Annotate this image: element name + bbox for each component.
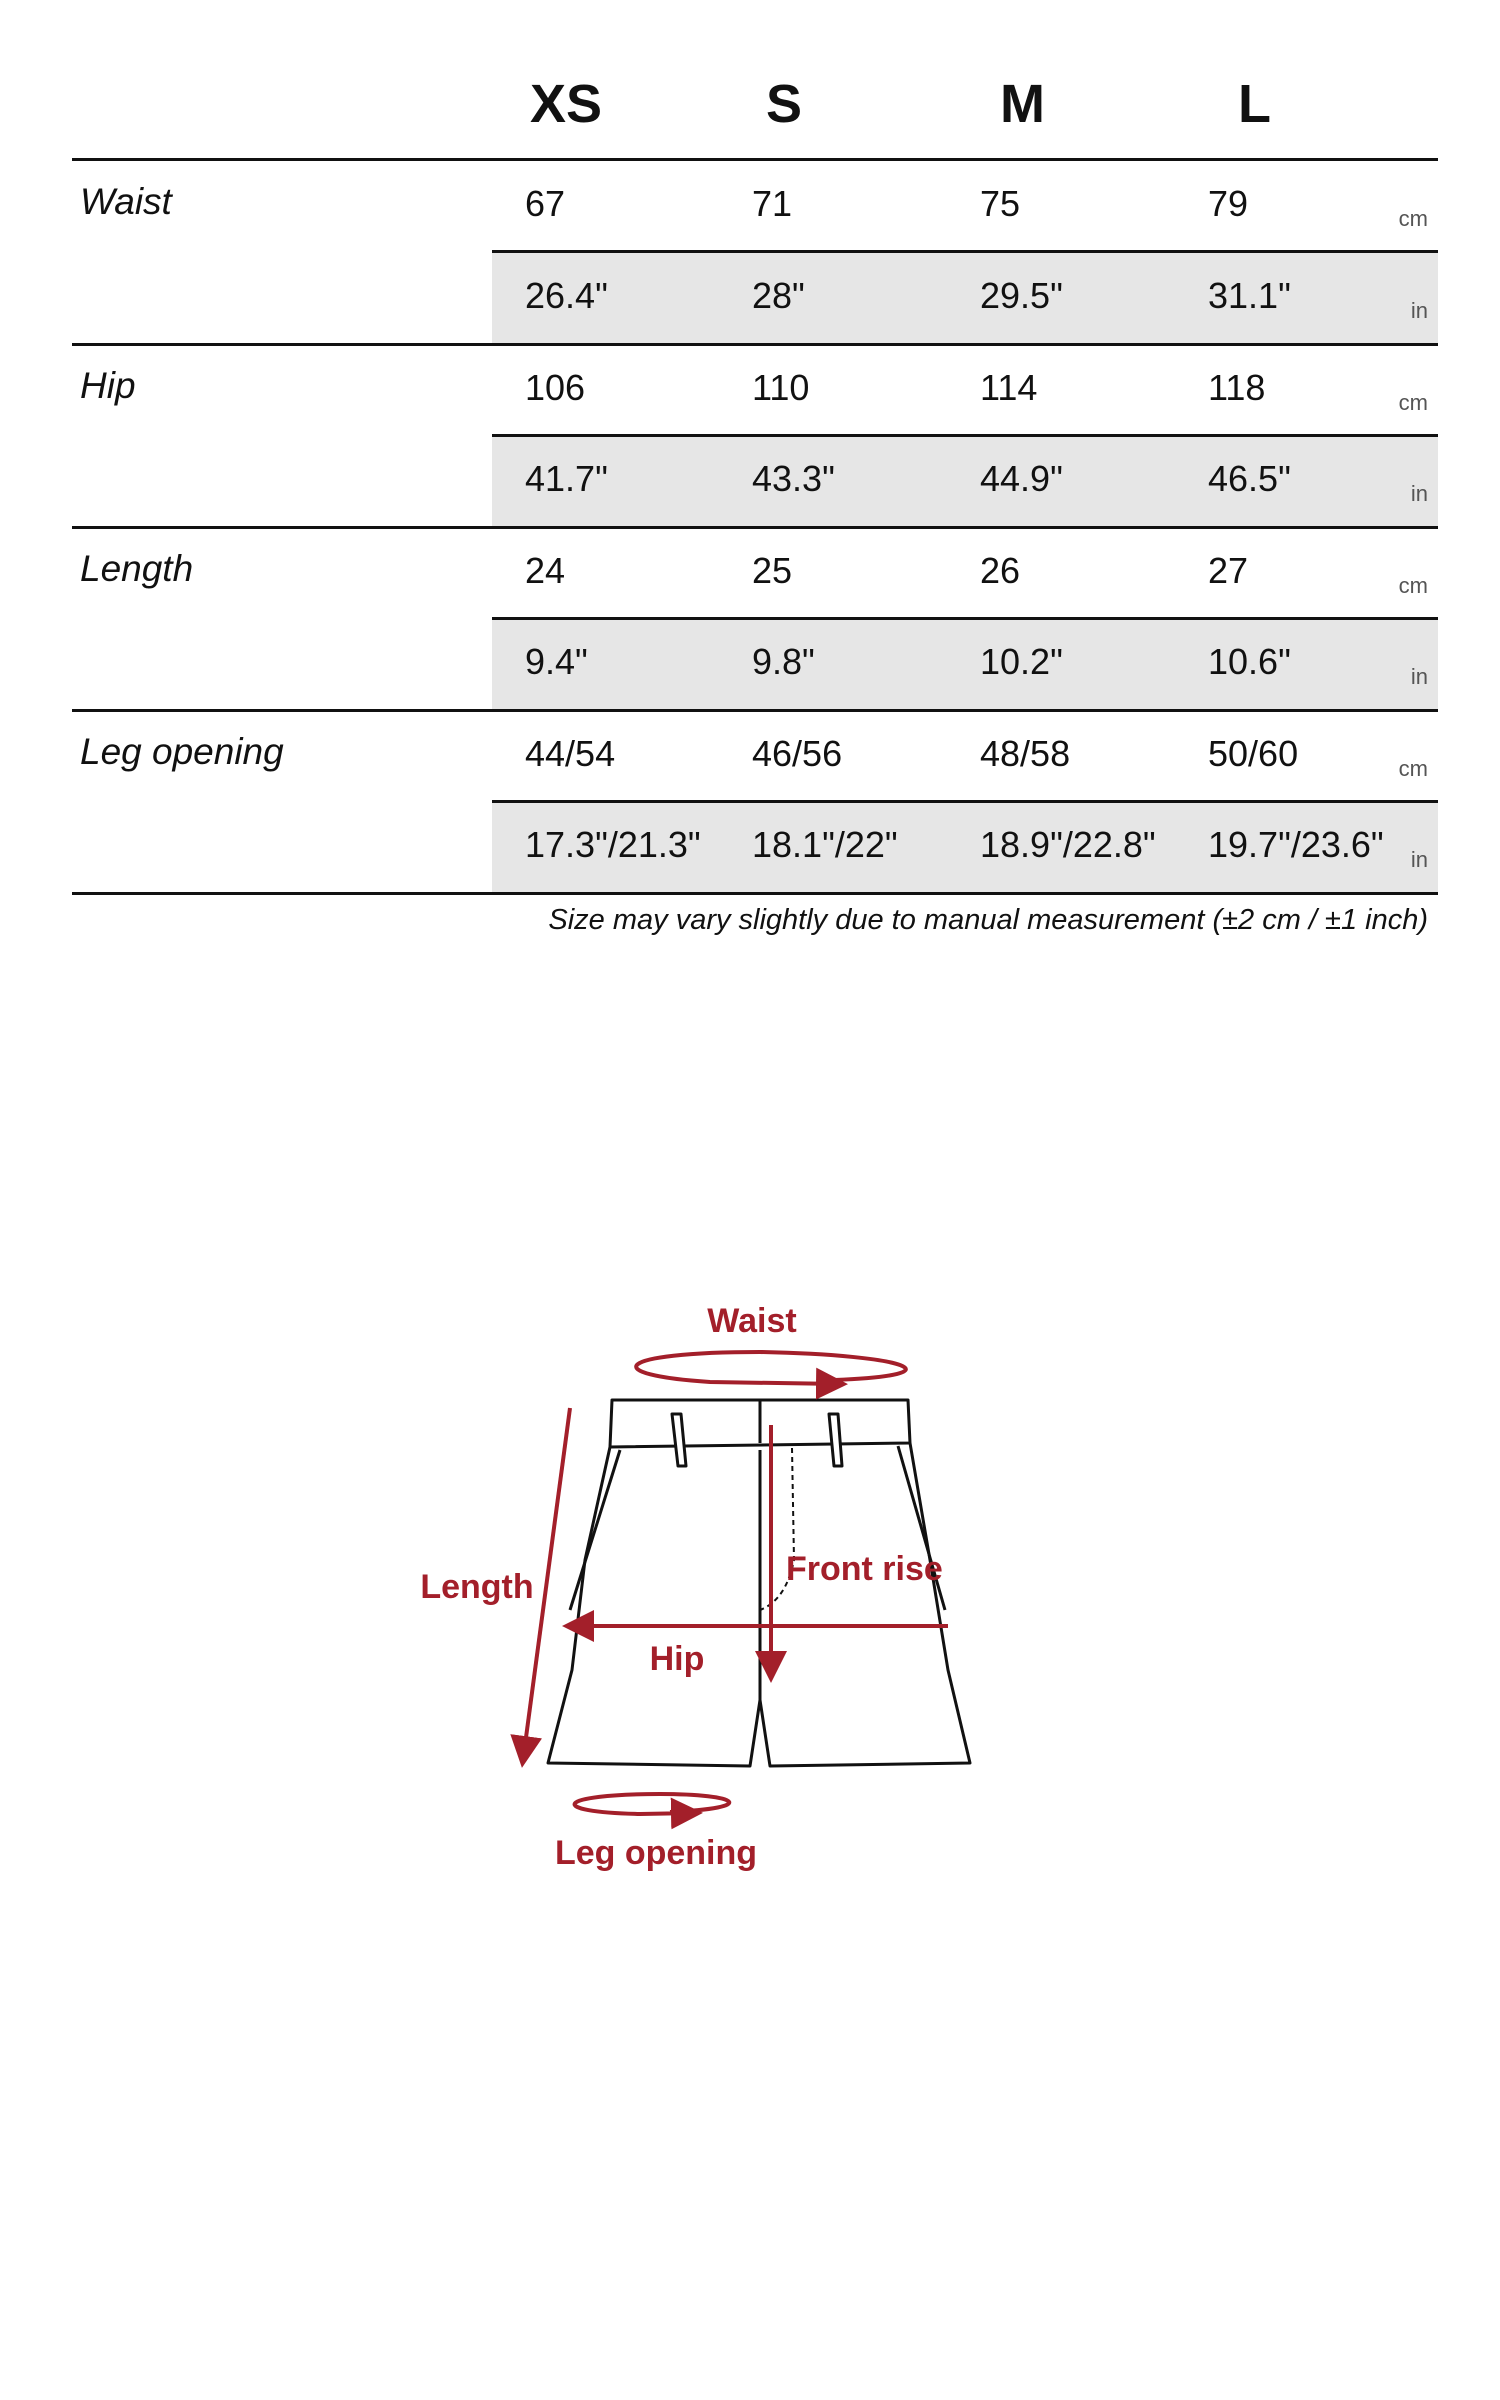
- cell-length-cm-s: 25: [752, 550, 793, 591]
- cell-hip-in-xs: 41.7": [525, 458, 608, 499]
- unit-label-in: in: [1410, 481, 1428, 506]
- measurement-labels: [420, 1302, 942, 1872]
- cell-length-in-s: 9.8": [752, 641, 815, 682]
- cell-hip-in-l: 46.5": [1208, 458, 1291, 499]
- cell-length-cm-xs: 24: [525, 550, 566, 591]
- size-header-m: M: [1000, 74, 1045, 134]
- cell-length-in-xs: 9.4": [525, 641, 588, 682]
- label-length: Length: [420, 1568, 534, 1606]
- cell-leg-opening-in-l: 19.7"/23.6": [1208, 824, 1384, 865]
- cell-leg-opening-cm-l: 50/60: [1208, 733, 1299, 774]
- label-front-rise: Front rise: [786, 1550, 943, 1588]
- cell-hip-cm-xs: 106: [525, 367, 586, 408]
- unit-label-cm: cm: [1398, 206, 1428, 231]
- unit-label-cm: cm: [1398, 573, 1428, 598]
- size-header-xs: XS: [530, 74, 603, 134]
- cell-leg-opening-cm-xs: 44/54: [525, 733, 616, 774]
- cell-hip-in-m: 44.9": [980, 458, 1063, 499]
- cell-length-in-m: 10.2": [980, 641, 1063, 682]
- metric-label-waist: Waist: [80, 181, 172, 222]
- unit-label-cm: cm: [1398, 390, 1428, 415]
- label-waist: Waist: [707, 1302, 797, 1340]
- cell-hip-cm-l: 118: [1208, 367, 1266, 408]
- cell-hip-cm-s: 110: [752, 367, 810, 408]
- label-hip: Hip: [649, 1640, 705, 1678]
- measurement-note: Size may vary slightly due to manual measurement (±2 cm / ±1 inch): [548, 904, 1428, 936]
- leg-opening-arrow: [575, 1794, 730, 1814]
- metric-label-leg-opening: Leg opening: [80, 731, 284, 772]
- metric-label-length: Length: [80, 548, 194, 589]
- cell-length-cm-m: 26: [980, 550, 1021, 591]
- size-header-l: L: [1238, 74, 1271, 134]
- unit-label-in: in: [1410, 664, 1428, 689]
- cell-waist-cm-m: 75: [980, 183, 1021, 224]
- cell-hip-cm-m: 114: [980, 367, 1038, 408]
- cell-waist-cm-xs: 67: [525, 183, 566, 224]
- cell-waist-cm-s: 71: [752, 183, 793, 224]
- unit-label-in: in: [1410, 298, 1428, 323]
- size-header-s: S: [766, 74, 803, 134]
- unit-label-in: in: [1410, 847, 1428, 872]
- cell-waist-in-s: 28": [752, 275, 805, 316]
- cell-waist-in-xs: 26.4": [525, 275, 608, 316]
- cell-waist-cm-l: 79: [1208, 183, 1249, 224]
- cell-leg-opening-cm-m: 48/58: [980, 733, 1071, 774]
- cell-leg-opening-in-xs: 17.3"/21.3": [525, 824, 701, 865]
- unit-label-cm: cm: [1398, 756, 1428, 781]
- cell-waist-in-l: 31.1": [1208, 275, 1291, 316]
- cell-length-cm-l: 27: [1208, 550, 1249, 591]
- cell-leg-opening-in-m: 18.9"/22.8": [980, 824, 1156, 865]
- cell-leg-opening-in-s: 18.1"/22": [752, 824, 898, 865]
- metric-label-hip: Hip: [80, 365, 136, 406]
- cell-hip-in-s: 43.3": [752, 458, 835, 499]
- waist-arrow: [636, 1352, 906, 1384]
- cell-waist-in-m: 29.5": [980, 275, 1063, 316]
- cell-length-in-l: 10.6": [1208, 641, 1291, 682]
- label-leg-opening: Leg opening: [554, 1834, 758, 1872]
- cell-leg-opening-cm-s: 46/56: [752, 733, 843, 774]
